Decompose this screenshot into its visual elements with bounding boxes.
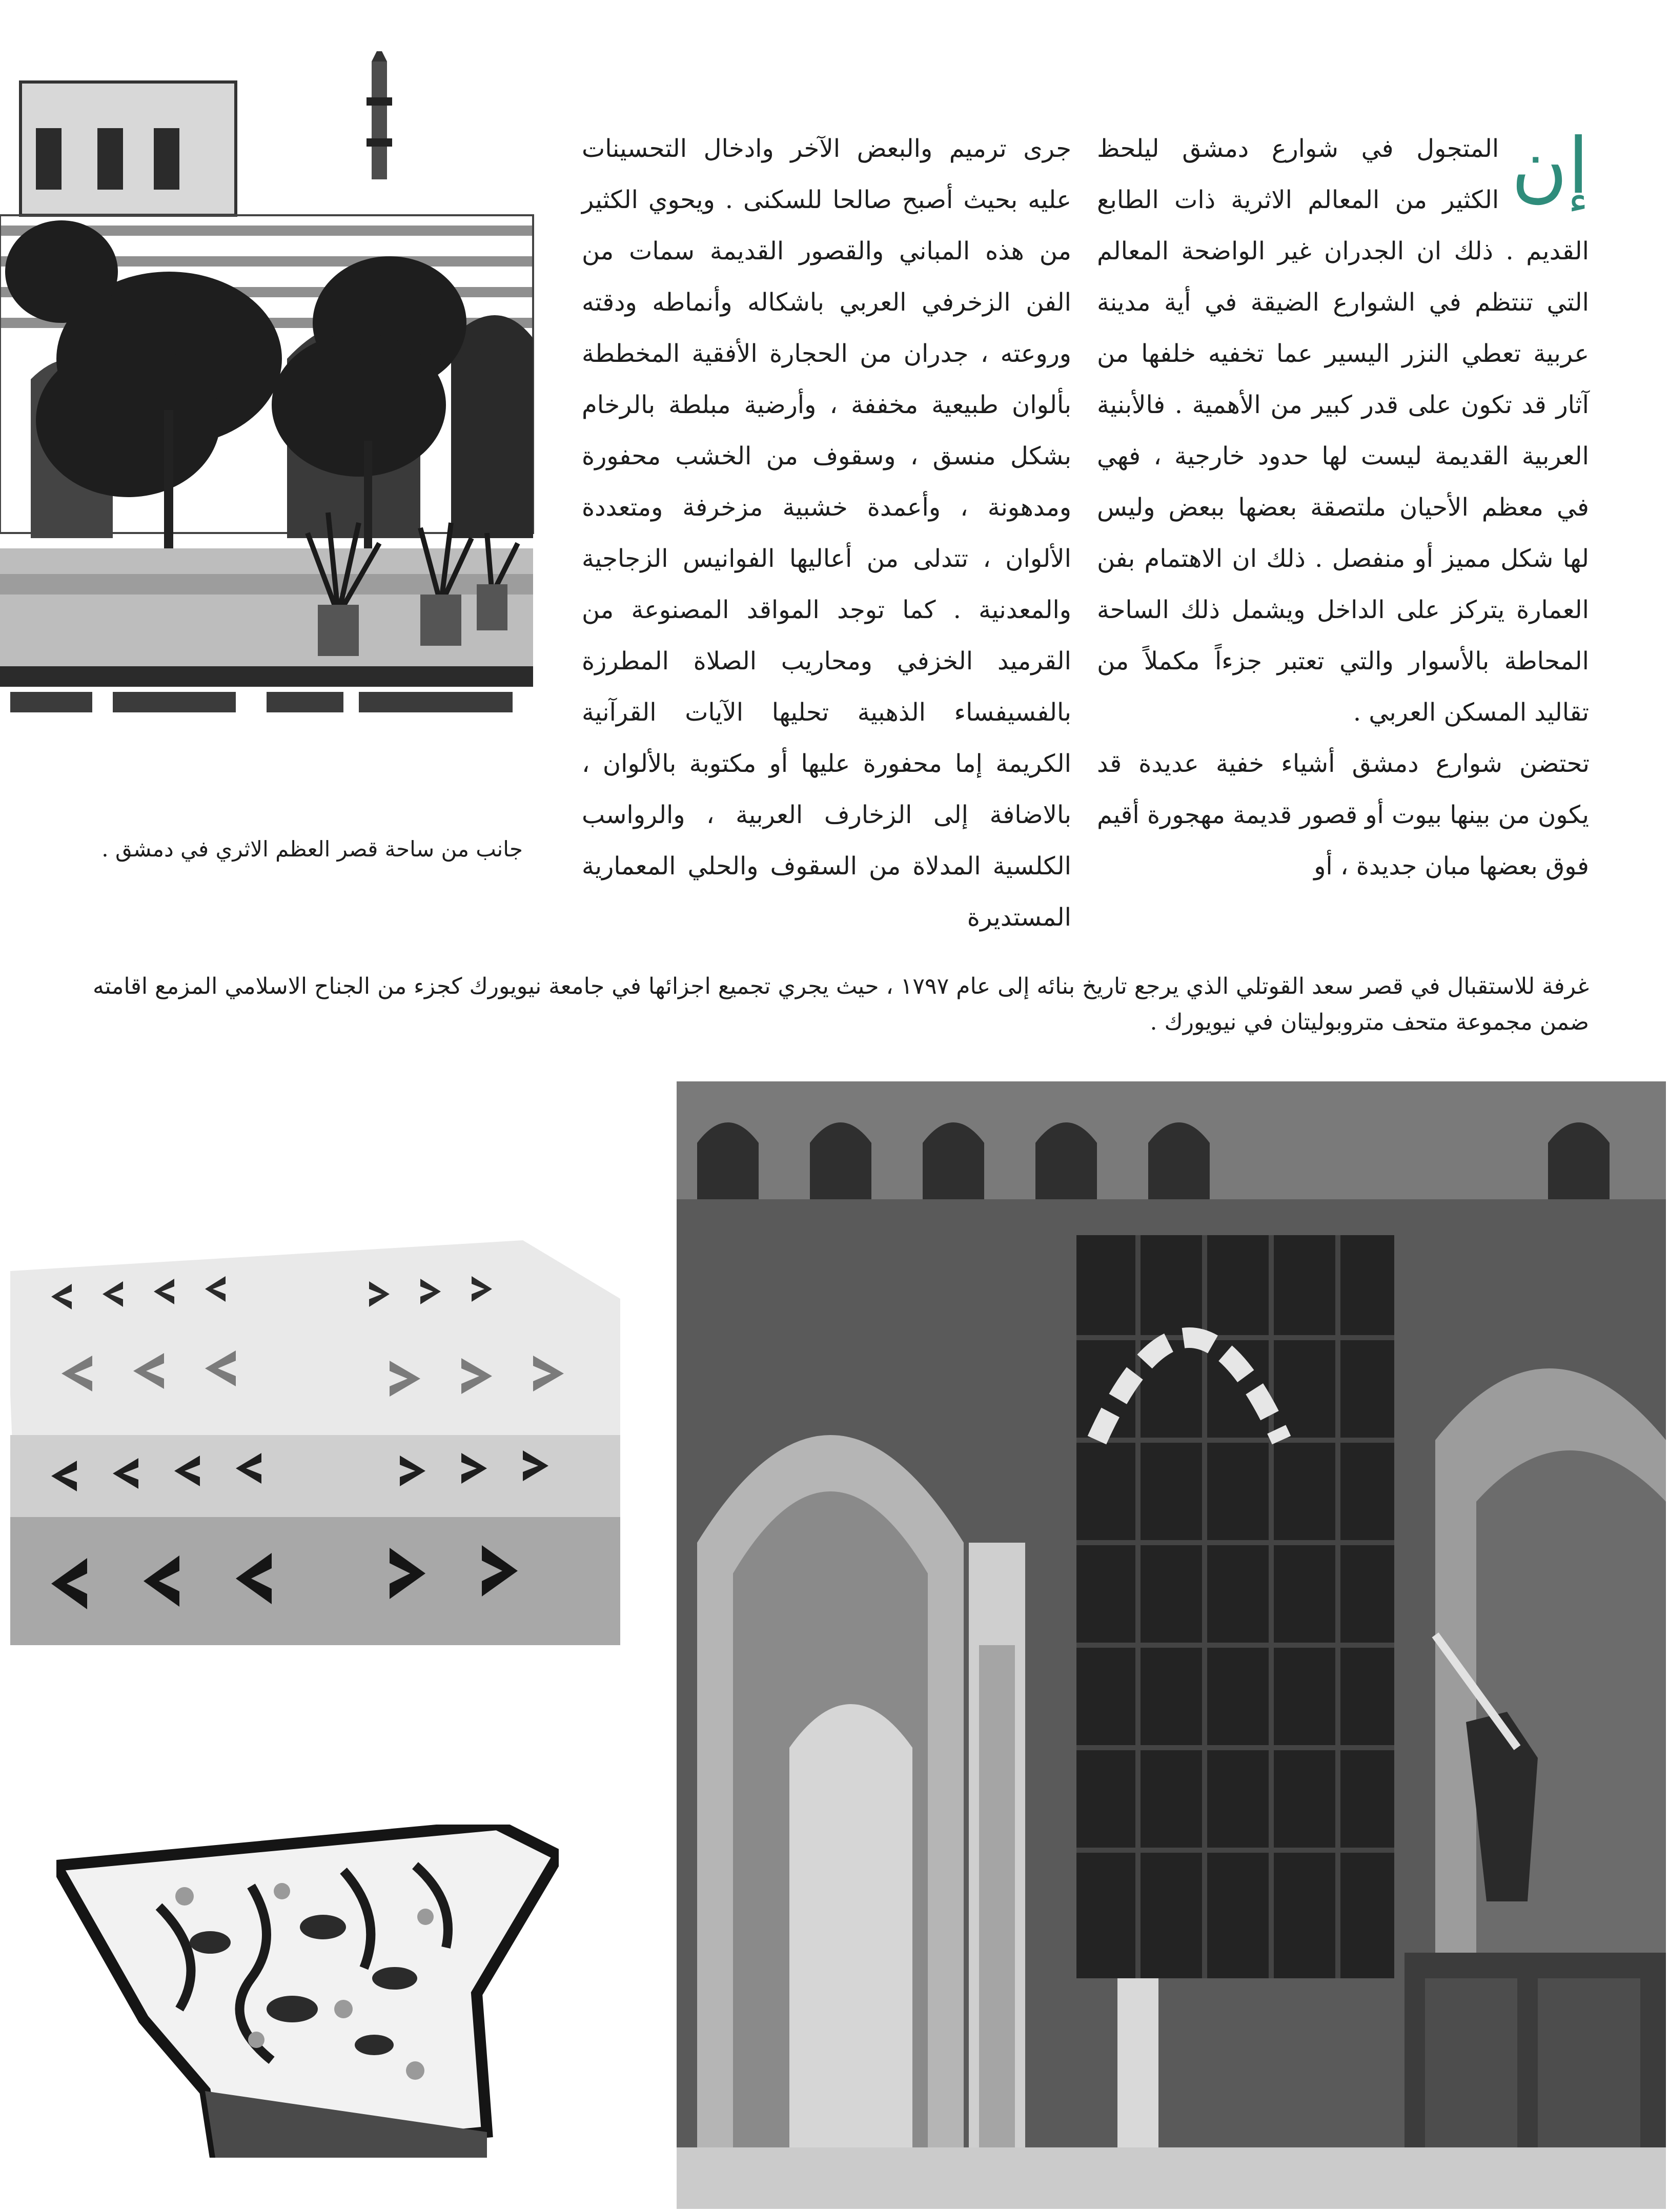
article-column-middle — [582, 123, 1071, 943]
article-paragraph-3: جرى ترميم والبعض الآخر وادخال التحسينات عليه بحيث أصبح صالحا للسكنى . ويحوي الكثير من هذه المباني والقصور القديمة سمات من الفن الزخرفي العربي باشكاله وأنماطه ودقته وروعته ، جدران من الحجارة الأفقية المخططة بألوان طبيعية مخففة ، وأرضية مبلطة بالرخام بشكل منسق ، وسقوف من الخشب محفورة ومدهونة ، وأعمدة خشبية مزخرفة ومتعددة الألوان ، تتدلى من أعاليها الفوانيس الزجاجية والمعدنية . كما توجد المواقد المصنوعة من القرميد الخزفي ومحاريب الصلاة المطرزة بالفسيفساء الذهبية تحليها الآيات القرآنية الكريمة إما محفورة عليها أو مكتوبة بالألوان ، بالاضافة إلى الزخارف العربية ، والرواسب الكلسية المدلاة من السقوف والحلي المعمارية المستديرة — [582, 134, 1072, 932]
reception-room-caption: غرفة للاستقبال في قصر سعد القوتلي الذي يرجع تاريخ بنائه إلى عام ١٧٩٧ ، حيث يجري تجميع اجزائها في جامعة نيويورك كجزء من الجناح الاسلامي المزمع اقامته ضمن مجموعة متحف متروبوليتان في نيويورك . — [92, 973, 1589, 1035]
article-paragraph-2: تحتضن شوارع دمشق أشياء خفية عديدة قد يكون من بينها بيوت أو قصور قديمة مهجورة أقيم فوق بعضها مبان جديدة ، أو — [1097, 749, 1590, 880]
courtyard-caption: جانب من ساحة قصر العظم الاثري في دمشق . — [101, 836, 523, 862]
drop-cap: إن — [1511, 122, 1589, 211]
article-column-right — [1097, 123, 1589, 892]
reception-room-photo — [677, 1081, 1666, 2209]
article-paragraph-1: المتجول في شوارع دمشق ليلحظ الكثير من المعالم الاثرية ذات الطابع القديم . ذلك ان الجدران غير الواضحة المعالم التي تنتظم في الشوارع الضيقة في أية مدينة عربية تعطي النزر اليسير عما تخفيه خلفها من آثار قد تكون على قدر كبير من الأهمية . فالأبنية العربية القديمة ليست لها حدود خارجية ، فهي في معظم الأحيان ملتصقة بعضها ببعض وليس لها شكل مميز أو منفصل . ذلك ان الاهتمام بفن العمارة يتركز على الداخل ويشمل ذلك الساحة المحاطة بالأسوار والتي تعتبر جزءاً مكملاً من تقاليد المسكن العربي . — [1097, 134, 1590, 727]
courtyard-illustration — [0, 51, 554, 784]
ceramic-tile-fragment — [56, 1825, 559, 2158]
decorative-border-fragment — [10, 1210, 620, 1645]
